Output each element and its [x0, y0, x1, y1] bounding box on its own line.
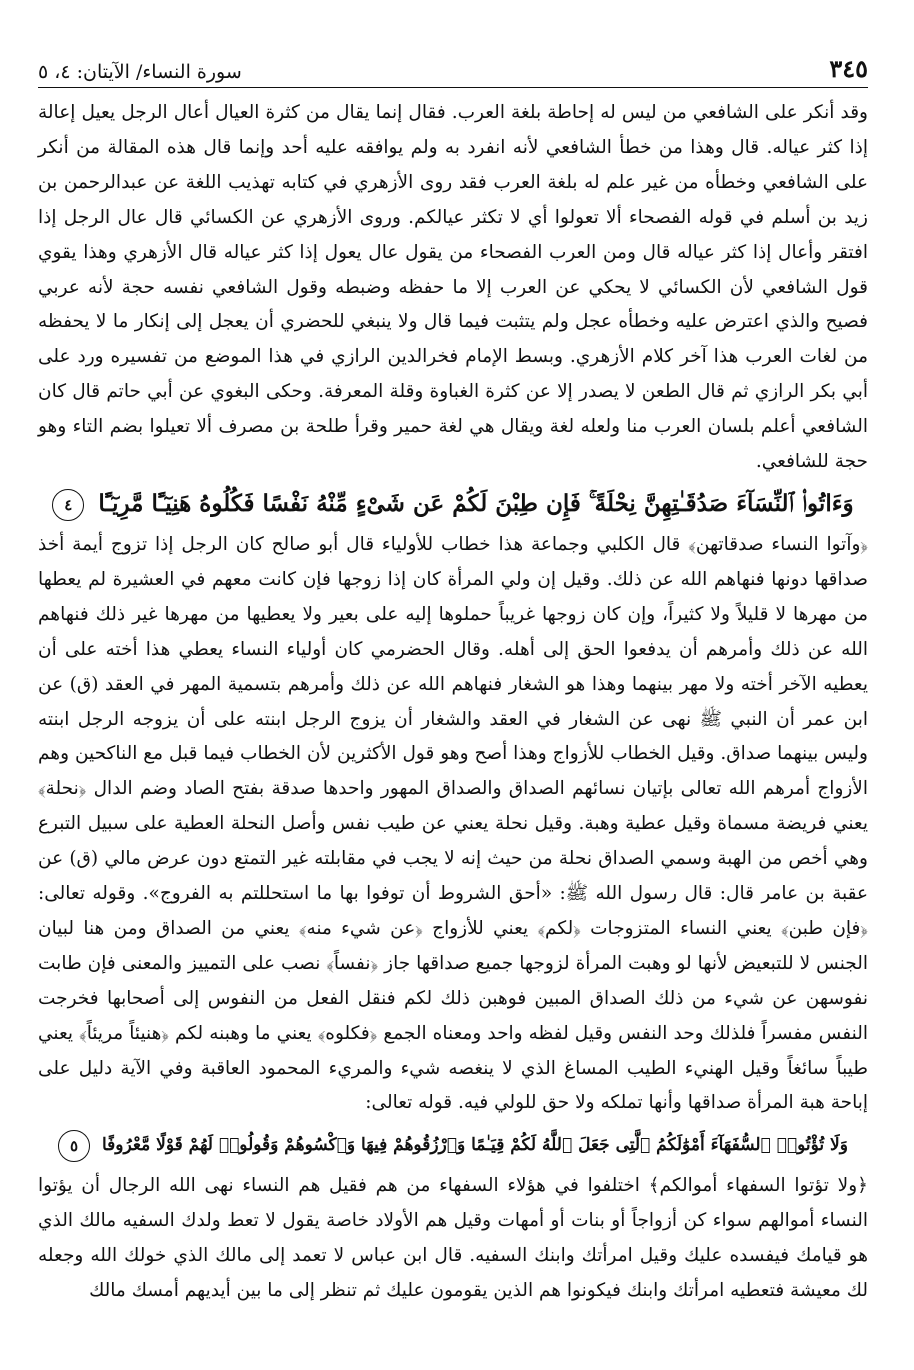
- surah-reference: سورة النساء/ الآيتان: ٤، ٥: [38, 61, 242, 83]
- running-header: [38, 52, 868, 88]
- verse-4-text: وَءَاتُوا۟ ٱلنِّسَآءَ صَدُقَـٰتِهِنَّ نِحْلَةً ۚ فَإِن طِبْنَ لَكُمْ عَن شَىْءٍ مِّنْهُ نَفْسًا فَكُلُوهُ هَنِيٓـًٔا مَّرِيٓـًٔا: [98, 489, 854, 517]
- page-number: ٣٤٥: [829, 54, 868, 83]
- commentary-paragraph-3: ﴿ولا تؤتوا السفهاء أموالكم﴾ اختلفوا في هؤلاء السفهاء من هم فقيل هم النساء نهى الله الرجال أن يؤتوا النساء أموالهم سواء كن أزواجاً أو بنات أو أمهات وقيل هم الأولاد خاصة يقول لا تعط ولدك السفيه مالك الذي هو قيامك فيفسده عليك وقيل امرأتك وابنك السفيه. قال ابن عباس لا تعمد إلى مالك الذي خولك الله وجعله لك معيشة فتعطيه امرأتك وابنك فيكونوا هم الذين يقومون عليك ثم تنظر إلى ما بين أيديهم أمسك مالك: [38, 1175, 868, 1302]
- verse-5-text: وَلَا تُؤْتُوا۟ ٱلسُّفَهَآءَ أَمْوَٰلَكُمُ ٱلَّتِى جَعَلَ ٱللَّهُ لَكُمْ قِيَـٰمًا وَٱرْزُقُوهُمْ فِيهَا وَٱكْسُوهُمْ وَقُولُوا۟ لَهُمْ قَوْلًا مَّعْرُوفًا: [102, 1135, 848, 1156]
- book-page: [38, 52, 868, 1352]
- commentary-paragraph-2: ﴿وآتوا النساء صدقاتهن﴾ قال الكلبي وجماعة هذا خطاب للأولياء قال أبو صالح كان الرجل إذا تزوج أيمة أخذ صداقها دونها فنهاهم الله عن ذلك. وقيل إن ولي المرأة كان إذا زوجها فإن كانت معهم في العشيرة لم يعطها من مهرها لا قليلاً ولا كثيراً، وإن كان زوجها غريباً حملوها إليه على بعير ولا يعطيها من مهرها غير ذلك فنهاهم الله عن ذلك وأمرهم أن يدفعوا الحق إلى أهله. وقال الحضرمي كان أولياء النساء يعطي هذا أخته على أن يعطيه الآخر أخته ولا مهر بينهما وهذا هو الشغار فنهاهم الله عن ذلك وأمرهم بتسمية المهر في العقد (ق) عن ابن عمر أن النبي ﷺ نهى عن الشغار في العقد والشغار أن يزوج الرجل ابنته على أن يزوجه الرجل ابنته وليس بينهما صداق. وقيل الخطاب للأزواج وهذا أصح وهو قول الأكثرين لأن الخطاب فيما قبل مع الناكحين وهم الأزواج أمرهم الله تعالى بإتيان نسائهم الصداق والصداق المهور واحدها صدقة بفتح الصاد وضم الدال ﴿نحلة﴾ يعني فريضة مسماة وقيل عطية وهبة. وقيل نحلة يعني عن طيب نفس وأصل النحلة العطية على سبيل التبرع وهي أخص من الهبة وسمي الصداق نحلة من حيث إنه لا يجب في مقابلته غير التمتع دون عرض مالي (ق) عن عقبة بن عامر قال: قال رسول الله ﷺ: «أحق الشروط أن توفوا بها ما استحللتم به الفروج». وقوله تعالى: ﴿فإن طبن﴾ يعني النساء المتزوجات ﴿لكم﴾ يعني للأزواج ﴿عن شيء منه﴾ يعني من الصداق ومن هنا لبيان الجنس لا للتبعيض لأنها لو وهبت المرأة لزوجها جميع صداقها جاز ﴿نفساً﴾ نصب على التمييز والمعنى فإن طابت نفوسهن عن شيء من ذلك الصداق المبين فوهبن ذلك لكم فنقل الفعل من النفوس إلى أصحابها فخرجت النفس مفسراً فلذلك وحد النفس وقيل لفظه واحد ومعناه الجمع ﴿فكلوه﴾ يعني ما وهبنه لكم ﴿هنيئاً مريئاً﴾ يعني طيباً سائغاً وقيل الهنيء الطيب المساغ الذي لا ينغصه شيء والمريء المحمود العاقبة وفي الآية دليل على إباحة هبة المرأة صداقها وأنها تملكه ولا حق للولي فيه. قوله تعالى:: [38, 533, 868, 1114]
- quran-verse-4: [38, 483, 868, 525]
- tafsir-body: [38, 96, 868, 1309]
- verse-number-marker-4: ٤: [52, 489, 84, 521]
- quran-verse-5: [38, 1124, 868, 1166]
- commentary-paragraph-1: وقد أنكر على الشافعي من ليس له إحاطة بلغة العرب. فقال إنما يقال من كثرة العيال أعال الرجل يعيل إعالة إذا كثر عياله. قال وهذا من خطأ الشافعي لأنه انفرد به ولم يوافقه عليه أحد وإنما قال هذه المقالة من أنكر على الشافعي وخطأه من غير علم له بلغة العرب فقد روى الأزهري في كتابه تهذيب اللغة عن عبدالرحمن بن زيد بن أسلم في قوله الفصحاء ألا تعولوا أي لا تكثر عيالكم. وروى الأزهري عن الكسائي قال عال الرجل إذا افتقر وأعال إذا كثر عياله قال ومن العرب الفصحاء من يقول عال يعول إذا كثر عياله قال الأزهري وهذا يقوي قول الشافعي لأن الكسائي لا يحكي عن العرب إلا ما حفظه وضبطه وقول الشافعي نفسه حجة لأنه عربي فصيح والذي اعترض عليه وخطأه عجل ولم يتثبت فيما قال ولا ينبغي للحضري أن يعجل إلى إنكار ما لا يحفظه من لغات العرب هذا آخر كلام الأزهري. وبسط الإمام فخرالدين الرازي في هذا الموضع من تفسيره ورد على أبي بكر الرازي ثم قال الطعن لا يصدر إلا عن كثرة الغباوة وقلة المعرفة. وحكى البغوي عن أبي حاتم قال كان الشافعي أعلم بلسان العرب منا ولعله لغة ويقال هي لغة حمير وقرأ طلحة بن مصرف ألا تعيلوا بضم التاء وهو حجة للشافعي.: [38, 102, 868, 473]
- verse-number-marker-5: ٥: [58, 1130, 90, 1162]
